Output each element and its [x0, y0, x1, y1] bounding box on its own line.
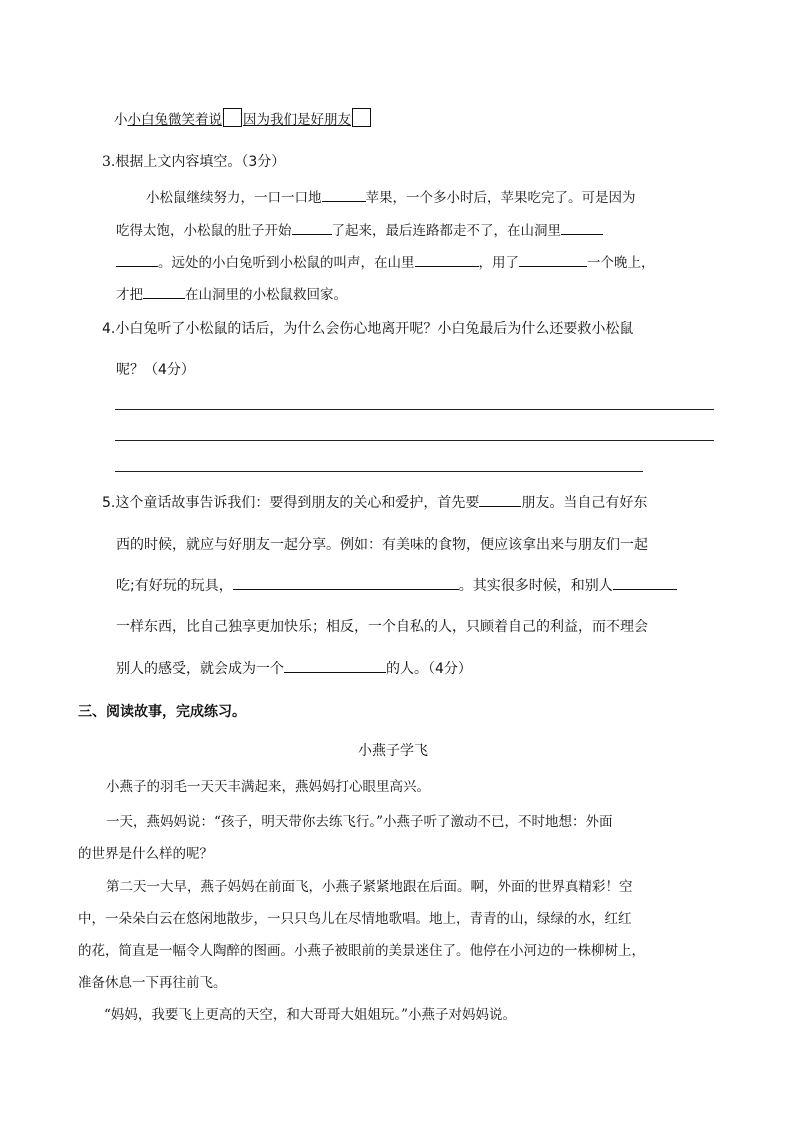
- story-p3d: 准备休息一下再往前飞。: [78, 975, 227, 991]
- q3-blank-6[interactable]: [143, 284, 185, 299]
- story-p4: “妈妈，我要飞上更高的天空，和大哥哥大姐姐玩。”小燕子对妈妈说。: [104, 1007, 517, 1023]
- q3-line-4: [116, 283, 347, 303]
- q5-text-4: 一样东西，比自己独享更加快乐；相反，一个自私的人，只顾着自己的利益，而不理会: [116, 619, 648, 635]
- q3-number: 3.: [102, 154, 116, 170]
- dialogue-text-2: 因为我们是好朋友: [243, 112, 351, 128]
- q5-line-3: [116, 575, 677, 595]
- story-p3c: 的花，简直是一幅令人陶醉的图画。小燕子被眼前的美景迷住了。他停在小河边的一株柳树上，: [78, 943, 645, 959]
- answer-line-1[interactable]: [115, 409, 714, 410]
- dialogue-text: 小白兔微笑着说: [127, 112, 222, 128]
- q3-line-1: [146, 186, 636, 206]
- story-p3b: 中，一朵朵白云在悠闲地散步，一只只鸟儿在尽情地歌唱。地上，青青的山，绿绿的水，红红: [78, 911, 632, 927]
- story-p2b: 的世界是什么样的呢？: [78, 846, 213, 862]
- q5-blank-3[interactable]: [613, 575, 677, 590]
- q3-text-2a: 吃得太饱，小松鼠的肚子开始: [116, 223, 292, 239]
- q3-text-1b: 苹果，一个多小时后，苹果吃完了。可是因为: [365, 190, 636, 206]
- q4-line-1: [102, 318, 633, 338]
- q3-blank-3b[interactable]: [116, 252, 158, 267]
- q3-text-3b: ，用了: [478, 255, 519, 271]
- q3-prompt-text: 根据上文内容填空。（3分）: [115, 154, 286, 170]
- q3-prompt: [102, 151, 285, 171]
- dialogue-lead: 小: [114, 112, 128, 128]
- section-heading: 三、阅读故事，完成练习。: [78, 704, 246, 720]
- q5-text-2: 西的时候，就应与好朋友一起分享。例如：有美味的食物，便应该拿出来与朋友们一起: [116, 537, 648, 553]
- q3-text-2b: 了起来，最后连路都走不了，在山洞里: [331, 223, 561, 239]
- q3-blank-1[interactable]: [322, 187, 366, 202]
- q5-blank-1[interactable]: [479, 492, 521, 507]
- q3-line-2: [116, 219, 603, 239]
- q3-blank-4[interactable]: [415, 252, 479, 267]
- q5-line-2: [116, 534, 648, 554]
- q5-text-1a: 这个童话故事告诉我们：要得到朋友的关心和爱护，首先要: [115, 495, 480, 511]
- q5-number: 5.: [102, 495, 116, 511]
- q3-blank-5[interactable]: [519, 252, 587, 267]
- story-p3a: 第二天一大早，燕子妈妈在前面飞，小燕子紧紧地跟在后面。啊，外面的世界真精彩！空: [106, 879, 633, 895]
- q5-text-5a: 别人的感受，就会成为一个: [116, 661, 284, 677]
- q5-blank-2[interactable]: [233, 575, 459, 590]
- answer-box-2[interactable]: [352, 108, 371, 127]
- q4-text-2: 呢？（4分）: [116, 362, 195, 378]
- q5-text-3b: 。其实很多时候，和别人: [458, 578, 613, 594]
- q4-number: 4.: [102, 321, 116, 337]
- q3-text-3c: 一个晚上，: [587, 255, 655, 271]
- story-title: 小燕子学飞: [358, 743, 428, 759]
- dialogue-line: [114, 108, 372, 128]
- q5-text-3a: 吃;有好玩的玩具，: [116, 578, 233, 594]
- q3-blank-2[interactable]: [292, 220, 332, 235]
- q3-text-4a: 才把: [116, 287, 143, 303]
- q5-line-4: [116, 616, 648, 636]
- q3-line-3: [116, 251, 655, 271]
- story-p2a: 一天，燕妈妈说：“孩子，明天带你去练飞行。”小燕子听了激动不已，不时地想：外面: [106, 814, 613, 830]
- answer-box-1[interactable]: [223, 108, 242, 127]
- q5-line-1: [102, 492, 647, 512]
- q5-blank-4[interactable]: [284, 658, 386, 673]
- story-p1: 小燕子的羽毛一天天丰满起来，燕妈妈打心眼里高兴。: [106, 779, 430, 795]
- q3-text-4b: 在山洞里的小松鼠救回家。: [185, 287, 347, 303]
- q3-text-3a: 。远处的小白兔听到小松鼠的叫声，在山里: [158, 255, 415, 271]
- q5-text-1b: 朋友。当自己有好东: [521, 495, 648, 511]
- answer-line-3[interactable]: [115, 471, 643, 472]
- q4-line-2: [116, 359, 195, 379]
- q3-text-1a: 小松鼠继续努力，一口一口地: [146, 190, 322, 206]
- q5-text-5b: 的人。（4分）: [386, 661, 472, 677]
- answer-line-2[interactable]: [115, 440, 714, 441]
- q3-blank-3[interactable]: [561, 220, 603, 235]
- q4-text-1: 小白兔听了小松鼠的话后，为什么会伤心地离开呢？小白兔最后为什么还要救小松鼠: [115, 321, 634, 337]
- q5-line-5: [116, 658, 472, 678]
